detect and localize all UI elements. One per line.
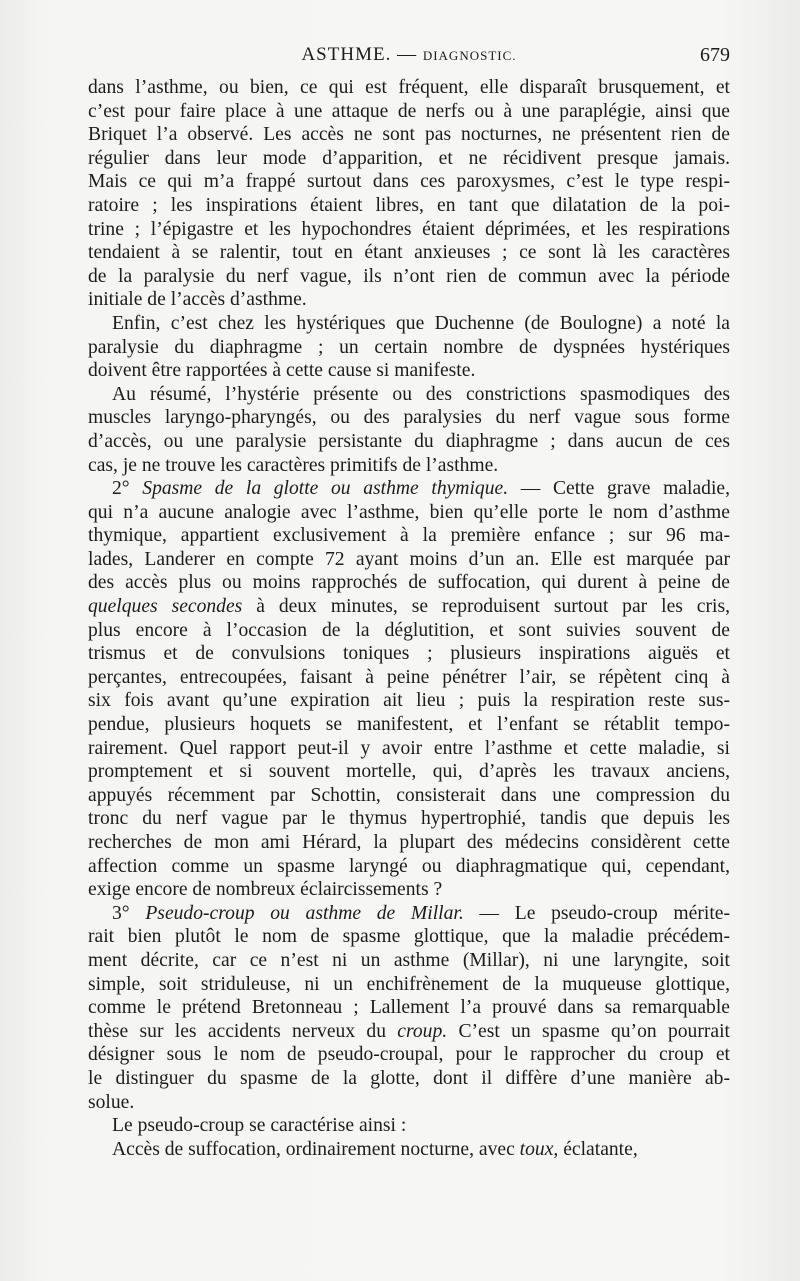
italic-text: toux,: [519, 1138, 559, 1160]
text-line: doivent être rapportées à cette cause si manifeste.: [88, 360, 476, 382]
text-line: lades, Landerer en compte 72 ayant moins d’un an. Elle est marquée par: [88, 548, 730, 570]
text-segment: — Cette grave maladie,: [508, 478, 731, 500]
text-line: solue.: [88, 1091, 135, 1113]
text-segment: thèse sur les accidents nerveux du: [88, 1020, 398, 1042]
text-line: tronc du nerf vague par le thymus hypertrophié, tandis que depuis les: [88, 808, 730, 830]
text-line: rairement. Quel rapport peut-il y avoir entre l’asthme et cette maladie, si: [88, 737, 730, 759]
italic-text: croup.: [397, 1020, 448, 1042]
text-line: appuyés récemment par Schottin, consisterait dans une compression du: [88, 784, 730, 806]
text-line: six fois avant qu’une expiration ait lieu ; puis la respiration reste sus-: [88, 690, 730, 712]
text-line: recherches de mon ami Hérard, la plupart des médecins considèrent cette: [88, 832, 730, 853]
text-line: [88, 902, 730, 926]
text-line: Briquet l’a observé. Les accès ne sont pas nocturnes, ne présentent rien de: [88, 124, 730, 146]
paragraph: [88, 312, 730, 383]
text-line: trismus et de convulsions toniques ; plusieurs inspirations aiguës et: [88, 643, 730, 665]
text-line: trine ; l’épigastre et les hypochondres étaient déprimées, et les respirations: [88, 218, 730, 240]
running-head-subtitle: DIAGNOSTIC.: [422, 48, 517, 63]
paragraph: [88, 383, 730, 477]
text-line: de la paralysie du nerf vague, ils n’ont rien de commun avec la période: [88, 265, 730, 287]
italic-text: Spasme de la glotte ou asthme thymique.: [142, 478, 509, 500]
text-line: désigner sous le nom de pseudo-croupal, pour le rapprocher du croup et: [88, 1044, 730, 1066]
paragraph: [88, 1114, 730, 1138]
text-segment: Accès de suffocation, ordinairement nocturne, avec: [112, 1138, 520, 1160]
text-segment: 2°: [112, 478, 143, 500]
text-segment: éclatante,: [558, 1138, 638, 1160]
text-line: régulier dans leur mode d’apparition, et ne récidivent presque jamais.: [88, 147, 730, 169]
page-number: 679: [700, 44, 730, 66]
text-segment: C’est un spasme qu’on pourrait: [447, 1020, 730, 1042]
text-line: qui n’a aucune analogie avec l’asthme, bien qu’elle porte le nom d’asthme: [88, 501, 730, 523]
text-line: des accès plus ou moins rapprochés de suffocation, qui durent à peine de: [88, 572, 730, 594]
italic-text: quelques secondes: [88, 596, 243, 618]
body-text: [88, 76, 730, 1161]
text-line: affection comme un spasme laryngé ou diaphragmatique qui, cependant,: [88, 855, 730, 877]
text-line: perçantes, entrecoupées, faisant à peine pénétrer l’air, se répètent cinq à: [88, 666, 730, 688]
paragraph: [88, 902, 730, 1114]
text-line: exige encore de nombreux éclaircissements ?: [88, 879, 443, 901]
running-head-title: ASTHME.: [301, 44, 392, 65]
text-line: d’accès, ou une paralysie persistante du diaphragme ; dans aucun de ces: [88, 430, 730, 452]
text-line: pendue, plusieurs hoquets se manifestent, et l’enfant se rétablit tempo-: [88, 714, 730, 736]
page-header: [88, 44, 730, 70]
text-line: Au résumé, l’hystérie présente ou des constrictions spasmodiques des: [112, 383, 730, 405]
text-line: Enfin, c’est chez les hystériques que Duchenne (de Boulogne) a noté la: [112, 312, 730, 334]
text-line: [88, 477, 730, 501]
text-line: [88, 1138, 730, 1162]
text-line: promptement et si souvent mortelle, qui, d’après les travaux anciens,: [88, 761, 730, 783]
running-head-separator: —: [397, 44, 418, 65]
text-line: le distinguer du spasme de la glotte, dont il diffère d’une manière ab-: [88, 1067, 730, 1089]
text-line: [88, 1020, 730, 1044]
text-line: plus encore à l’occasion de la déglutition, et sont suivies souvent de: [88, 619, 730, 641]
paragraph: [88, 477, 730, 902]
text-line: ment décrite, car ce n’est ni un asthme (Millar), ni une laryngite, soit: [88, 949, 730, 971]
text-line: paralysie du diaphragme ; un certain nombre de dyspnées hystériques: [88, 336, 730, 358]
text-segment: 3°: [112, 902, 146, 924]
text-line: Mais ce qui m’a frappé surtout dans ces paroxysmes, c’est le type respi-: [88, 171, 730, 193]
text-line: muscles laryngo-pharyngés, ou des paralysies du nerf vague sous forme: [88, 407, 730, 429]
italic-text: Pseudo-croup ou asthme de Millar.: [145, 902, 464, 924]
paragraph: [88, 1138, 730, 1162]
text-line: dans l’asthme, ou bien, ce qui est fréquent, elle disparaît brusquement, et: [88, 77, 730, 98]
text-line: c’est pour faire place à une attaque de nerfs ou à une paraplégie, ainsi que: [88, 100, 730, 122]
text-line: Le pseudo-croup se caractérise ainsi :: [112, 1115, 407, 1137]
text-line: [88, 595, 730, 619]
text-line: ratoire ; les inspirations étaient libres, en tant que dilatation de la poi-: [88, 194, 730, 216]
text-line: simple, soit striduleuse, ni un enchifrènement de la muqueuse glottique,: [88, 973, 730, 995]
text-line: thymique, appartient exclusivement à la première enfance ; sur 96 ma-: [88, 525, 730, 547]
text-segment: à deux minutes, se reproduisent surtout par les cris,: [242, 596, 730, 618]
text-line: tendaient à se ralentir, tout en étant anxieuses ; ce sont là les caractères: [88, 242, 730, 264]
text-line: initiale de l’accès d’asthme.: [88, 289, 307, 311]
text-line: rait bien plutôt le nom de spasme glottique, que la maladie précédem-: [88, 926, 730, 948]
text-line: cas, je ne trouve les caractères primitifs de l’asthme.: [88, 454, 499, 476]
running-head: [88, 44, 730, 66]
paragraph: [88, 76, 730, 312]
text-segment: — Le pseudo-croup mérite-: [463, 902, 731, 924]
text-line: comme le prétend Bretonneau ; Lallement l’a prouvé dans sa remarquable: [88, 997, 730, 1019]
